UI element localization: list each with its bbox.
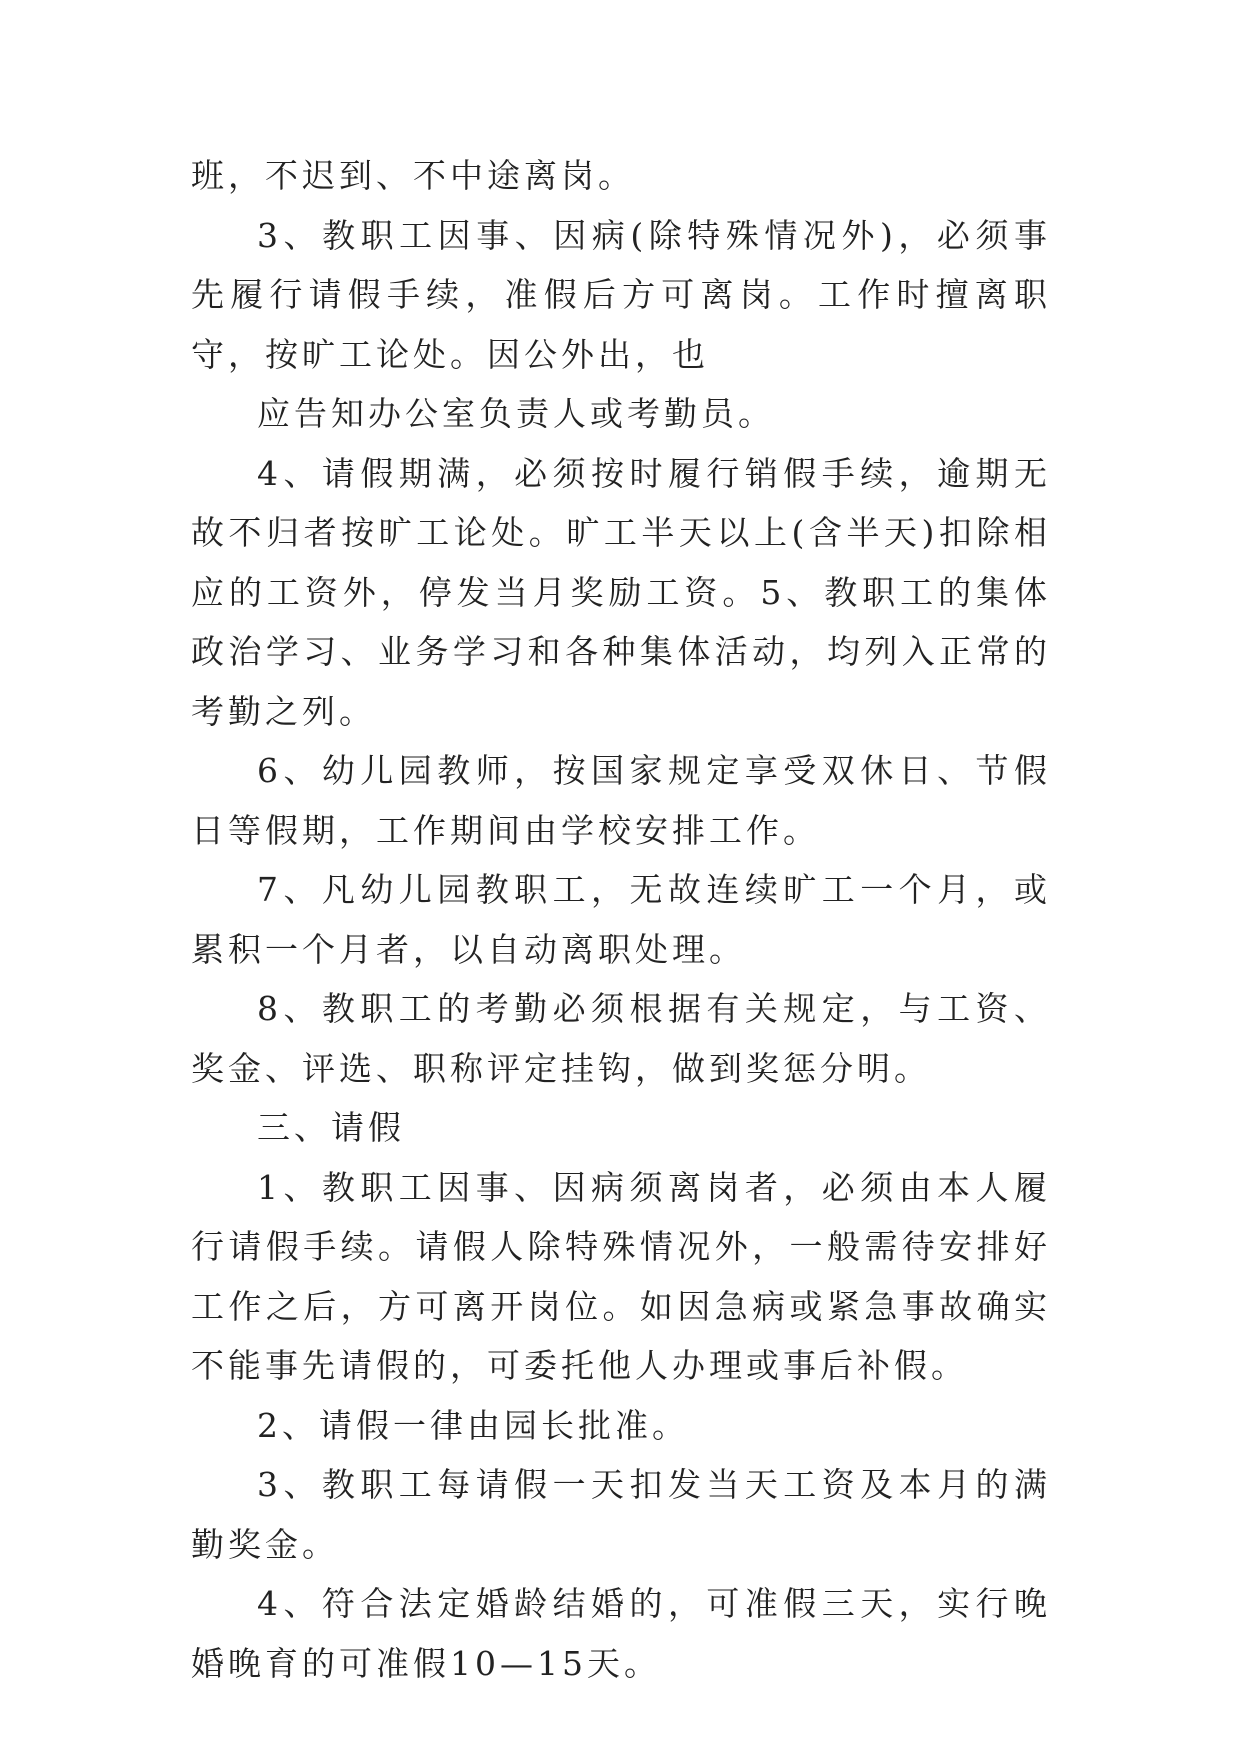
paragraph-9: 2、请假一律由园长批准。 bbox=[257, 1405, 689, 1445]
paragraph-2: 3、教职工因事、因病(除特殊情况外)，必须事先履行请假手续，准假后方可离岗。工作时擅离职守，按旷工论处。因公外出，也 bbox=[191, 215, 1051, 374]
paragraph-6: 7、凡幼儿园教职工，无故连续旷工一个月，或累积一个月者，以自动离职处理。 bbox=[191, 870, 1051, 969]
paragraph-10: 3、教职工每请假一天扣发当天工资及本月的满勤奖金。 bbox=[191, 1465, 1051, 1564]
paragraph-1: 班，不迟到、不中途离岗。 bbox=[191, 156, 635, 195]
paragraph-4: 4、请假期满，必须按时履行销假手续，逾期无故不归者按旷工论处。旷工半天以上(含半天)扣除相应的工资外，停发当月奖励工资。5、教职工的集体政治学习、业务学习和各种集体活动，均列入正常的考勤之列。 bbox=[191, 453, 1051, 731]
document-body bbox=[191, 146, 1051, 1693]
paragraph-11: 4、符合法定婚龄结婚的，可准假三天，实行晚婚晚育的可准假10—15天。 bbox=[191, 1584, 1051, 1683]
section-heading: 三、请假 bbox=[257, 1108, 405, 1147]
paragraph-7: 8、教职工的考勤必须根据有关规定，与工资、奖金、评选、职称评定挂钩，做到奖惩分明。 bbox=[191, 989, 1051, 1088]
paragraph-8: 1、教职工因事、因病须离岗者，必须由本人履行请假手续。请假人除特殊情况外，一般需待安排好工作之后，方可离开岗位。如因急病或紧急事故确实不能事先请假的，可委托他人办理或事后补假。 bbox=[191, 1167, 1051, 1385]
paragraph-3: 应告知办公室负责人或考勤员。 bbox=[257, 394, 775, 433]
paragraph-5: 6、幼儿园教师，按国家规定享受双休日、节假日等假期，工作期间由学校安排工作。 bbox=[191, 751, 1051, 850]
